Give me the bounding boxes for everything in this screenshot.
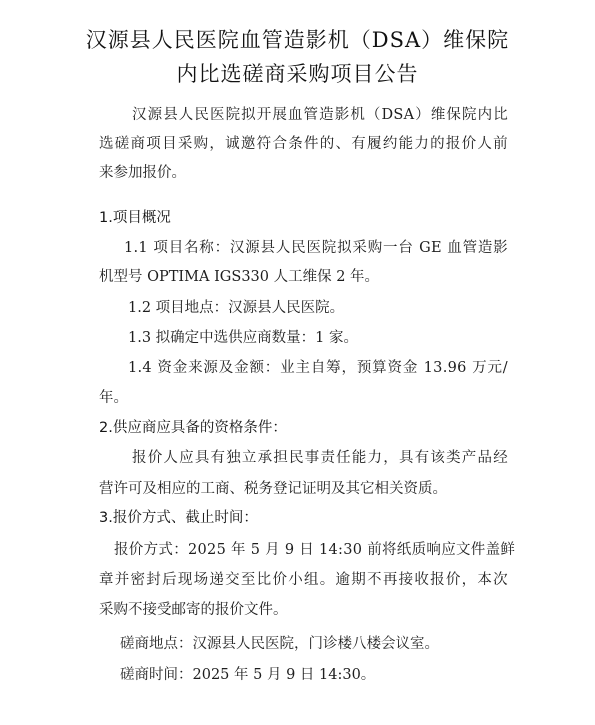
document-title-line-2: 内比选磋商采购项目公告: [176, 62, 419, 86]
section-1-item-3: 1.3 拟确定中选供应商数量：1 家。: [128, 330, 359, 346]
section-1-item-4-line-1: 1.4 资金来源及金额：业主自筹，预算资金 13.96 万元/: [128, 360, 508, 376]
section-1-item-1-line-2: 机型号 OPTIMA IGS330 人工维保 2 年。: [99, 269, 380, 285]
intro-line-3: 来参加报价。: [99, 165, 186, 181]
section-3-heading: 3.报价方式、截止时间：: [99, 510, 258, 526]
section-1-item-4-line-2: 年。: [99, 390, 128, 406]
section-1-item-2: 1.2 项目地点：汉源县人民医院。: [128, 300, 345, 316]
section-2-heading: 2.供应商应具备的资格条件：: [99, 420, 287, 436]
section-3-negotiation-place: 磋商地点：汉源县人民医院，门诊楼八楼会议室。: [120, 636, 439, 652]
section-2-line-1: 报价人应具有独立承担民事责任能力，具有该类产品经: [132, 450, 508, 466]
intro-line-1: 汉源县人民医院拟开展血管造影机（DSA）维保院内比: [132, 107, 508, 123]
document-title-line-1: 汉源县人民医院血管造影机（DSA）维保院: [85, 28, 510, 52]
section-2-line-2: 营许可及相应的工商、税务登记证明及其它相关资质。: [99, 481, 447, 497]
intro-line-2: 选磋商项目采购，诚邀符合条件的、有履约能力的报价人前: [99, 136, 508, 152]
section-3-line-3: 采购不接受邮寄的报价文件。: [99, 602, 288, 618]
section-1-item-1-line-1: 1.1 项目名称：汉源县人民医院拟采购一台 GE 血管造影: [124, 240, 508, 256]
section-1-heading: 1.项目概况: [99, 210, 171, 226]
section-3-line-2: 章并密封后现场递交至比价小组。逾期不再接收报价，本次: [99, 572, 508, 588]
section-3-negotiation-time: 磋商时间：2025 年 5 月 9 日 14:30。: [120, 667, 376, 683]
section-3-line-1: 报价方式：2025 年 5 月 9 日 14:30 前将纸质响应文件盖鲜: [114, 542, 516, 558]
